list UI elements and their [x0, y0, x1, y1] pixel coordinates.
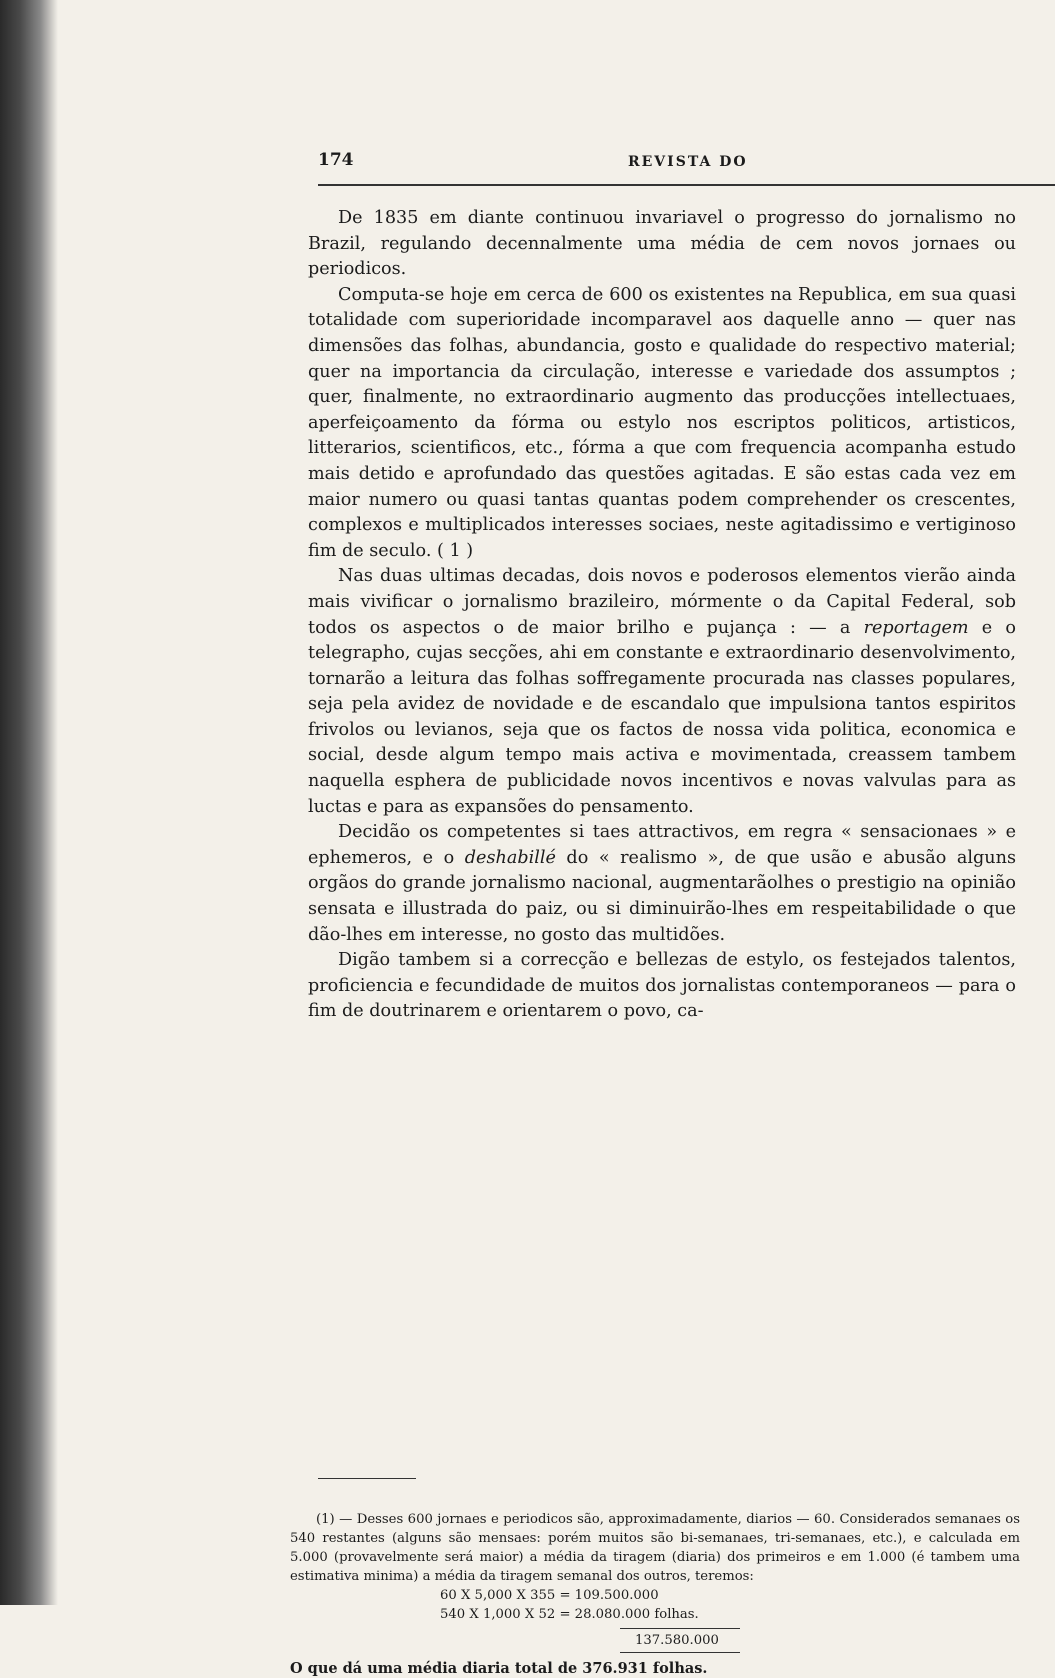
header-rule: [318, 184, 1055, 186]
page-edge-shadow: [0, 0, 58, 1605]
calc-line-2: 540 X 1,000 X 52 = 28.080.000 folhas.: [440, 1607, 699, 1622]
footnote-rule: [318, 1478, 416, 1479]
body-text: [308, 206, 1016, 1025]
calc-line-1: 60 X 5,000 X 355 = 109.500.000: [440, 1588, 659, 1603]
paragraph-3: [308, 564, 1016, 820]
footnote-conclusion: O que dá uma média diaria total de 376.931 folhas.: [290, 1660, 708, 1677]
paragraph-4-part-a: Decidão os competentes si taes attractivos, em regra « sensacionaes » e ephemeros, e o: [308, 822, 1016, 868]
page-header: [318, 150, 1055, 180]
sum-rule-bottom: [620, 1652, 740, 1653]
paragraph-2: Computa-se hoje em cerca de 600 os existentes na Republica, em sua quasi totalidade com superioridade incomparavel aos daquelle anno — quer nas dimensões das folhas, abundancia, gosto e qualidade do respectivo material; quer na importancia da circulação, interesse e variedade dos assumptos ; quer, finalmente, no extraordinario augmento das producções intellectuaes, aperfeiçoamento da fórma ou estylo nos escriptos politicos, artisticos, litterarios, scientificos, etc., fórma a que com frequencia acompanha estudo mais detido e aprofundado das questões agitadas. E são estas cada vez em maior numero ou quasi tantas quantas podem comprehender os crescentes, complexos e multiplicados interesses sociaes, neste agitadissimo e vertiginoso fim de seculo. ( 1 ): [308, 284, 1016, 561]
paragraph-3-part-b: e o telegrapho, cujas secções, ahi em constante e extraordinario desenvolvimento, tornarão a leitura das folhas soffregamente procurada nas classes populares, seja pela avidez de novidade e de escandalo que impulsiona tantos espiritos frivolos ou levianos, seja que os factos de nossa vida politica, economica e social, desde algum tempo mais activa e movimentada, creassem tambem naquella esphera de publicidade novos incentivos e novas valvulas para as luctas e para as expansões do pensamento.: [308, 617, 1016, 817]
paragraph-4-emphasis: deshabillé: [464, 847, 556, 868]
paragraph-3-emphasis: reportagem: [863, 617, 969, 638]
sum-rule: [620, 1628, 740, 1629]
paragraph-4: [308, 820, 1016, 948]
paragraph-4-part-b: do « realismo », de que usão e abusão alguns orgãos do grande jornalismo nacional, augmentarãolhes o prestigio na opinião sensata e illustrada do paiz, ou si diminuirão-lhes em respeitabilidade o que dão-lhes em interesse, no gosto das multidões.: [308, 847, 1017, 945]
running-head: REVISTA DO: [628, 154, 748, 170]
page-number: 174: [318, 150, 354, 170]
paragraph-1: De 1835 em diante continuou invariavel o progresso do jornalismo no Brazil, regulando decennalmente uma média de cem novos jornaes ou periodicos.: [308, 208, 1016, 280]
footnote: [290, 1510, 1020, 1678]
calc-total: 137.580.000: [635, 1633, 719, 1648]
paragraph-5: Digão tambem si a correcção e bellezas de estylo, os festejados talentos, proficiencia e fecundidade de muitos dos jornalistas contemporaneos — para o fim de doutrinarem e orientarem o povo, ca-: [308, 950, 1016, 1022]
footnote-text: (1) — Desses 600 jornaes e periodicos são, approximadamente, diarios — 60. Considerados semanaes os 540 restantes (alguns são mensaes: porém muitos são bi-semanaes, tri-semanaes, etc.), e calculada em 5.000 (provavelmente será maior) a média da tiragem (diaria) dos primeiros e em 1.000 (é tambem uma estimativa minima) a média da tiragem semanal dos outros, teremos:: [290, 1512, 1020, 1584]
footnote-calculation: [290, 1586, 1020, 1653]
paragraph-3-part-a: Nas duas ultimas decadas, dois novos e poderosos elementos vierão ainda mais vivificar o jornalismo brazileiro, mórmente o da Capital Federal, sob todos os aspectos o de maior brilho e pujança : — a: [308, 566, 1016, 638]
